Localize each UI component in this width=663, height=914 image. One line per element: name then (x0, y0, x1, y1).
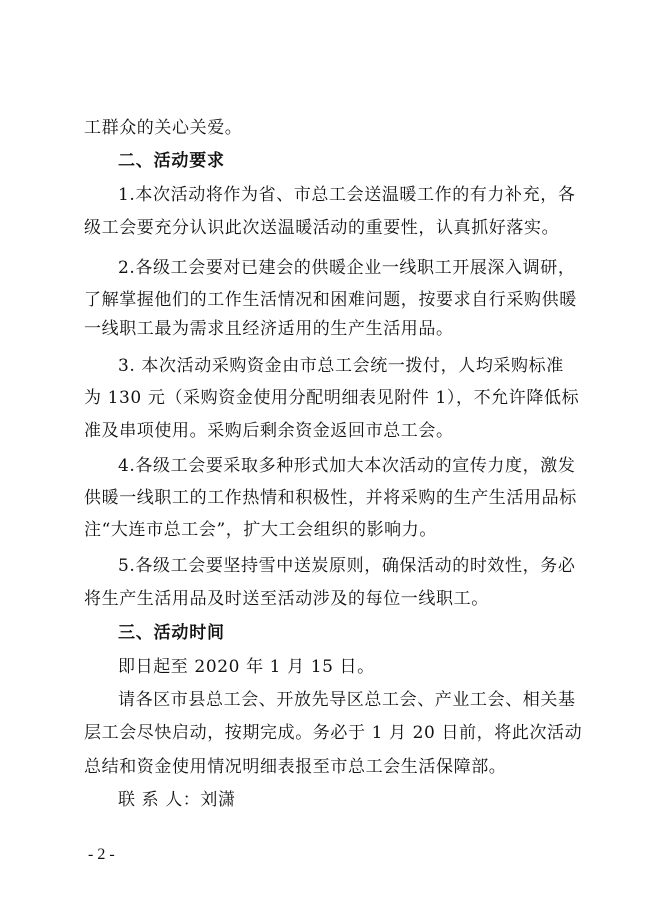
paragraph-line: 2.各级工会要对已建会的供暖企业一线职工开展深入调研， (118, 258, 576, 278)
contact-person-line: 联 系 人：刘潇 (118, 790, 236, 810)
paragraph-line: 准及串项使用。采购后剩余资金返回市总工会。 (84, 421, 454, 441)
paragraph-line: 3. 本次活动采购资金由市总工会统一拨付，人均采购标准 (118, 356, 564, 376)
section-heading-time: 三、活动时间 (118, 623, 225, 643)
paragraph-line: 级工会要充分认识此次送温暖活动的重要性，认真抓好落实。 (84, 218, 560, 238)
paragraph-line: 4.各级工会要采取多种形式加大本次活动的宣传力度，激发 (118, 456, 576, 476)
paragraph-line: 一线职工最为需求且经济适用的生产生活用品。 (84, 319, 454, 339)
paragraph-line: 总结和资金使用情况明细表报至市总工会生活保障部。 (84, 757, 507, 777)
paragraph-line: 工群众的关心关爱。 (84, 118, 243, 138)
paragraph-line: 为 130 元（采购资金使用分配明细表见附件 1），不允许降低标 (84, 388, 580, 408)
paragraph-line: 注“大连市总工会”，扩大工会组织的影响力。 (84, 520, 437, 540)
paragraph-line: 5.各级工会要坚持雪中送炭原则，确保活动的时效性，务必 (118, 556, 576, 576)
section-heading-requirements: 二、活动要求 (118, 151, 225, 171)
paragraph-line: 1.本次活动将作为省、市总工会送温暖工作的有力补充，各 (118, 185, 576, 205)
paragraph-line: 了解掌握他们的工作生活情况和困难问题，按要求自行采购供暖 (84, 290, 577, 310)
paragraph-line: 请各区市县总工会、开放先导区总工会、产业工会、相关基 (118, 690, 576, 710)
paragraph-line: 供暖一线职工的工作热情和积极性，并将采购的生产生活用品标 (84, 488, 577, 508)
paragraph-line: 层工会尽快启动，按期完成。务必于 1 月 20 日前，将此次活动 (84, 723, 583, 743)
paragraph-line: 即日起至 2020 年 1 月 15 日。 (118, 657, 375, 677)
paragraph-line: 将生产生活用品及时送至活动涉及的每位一线职工。 (84, 589, 489, 609)
page-number: - 2 - (88, 846, 115, 863)
